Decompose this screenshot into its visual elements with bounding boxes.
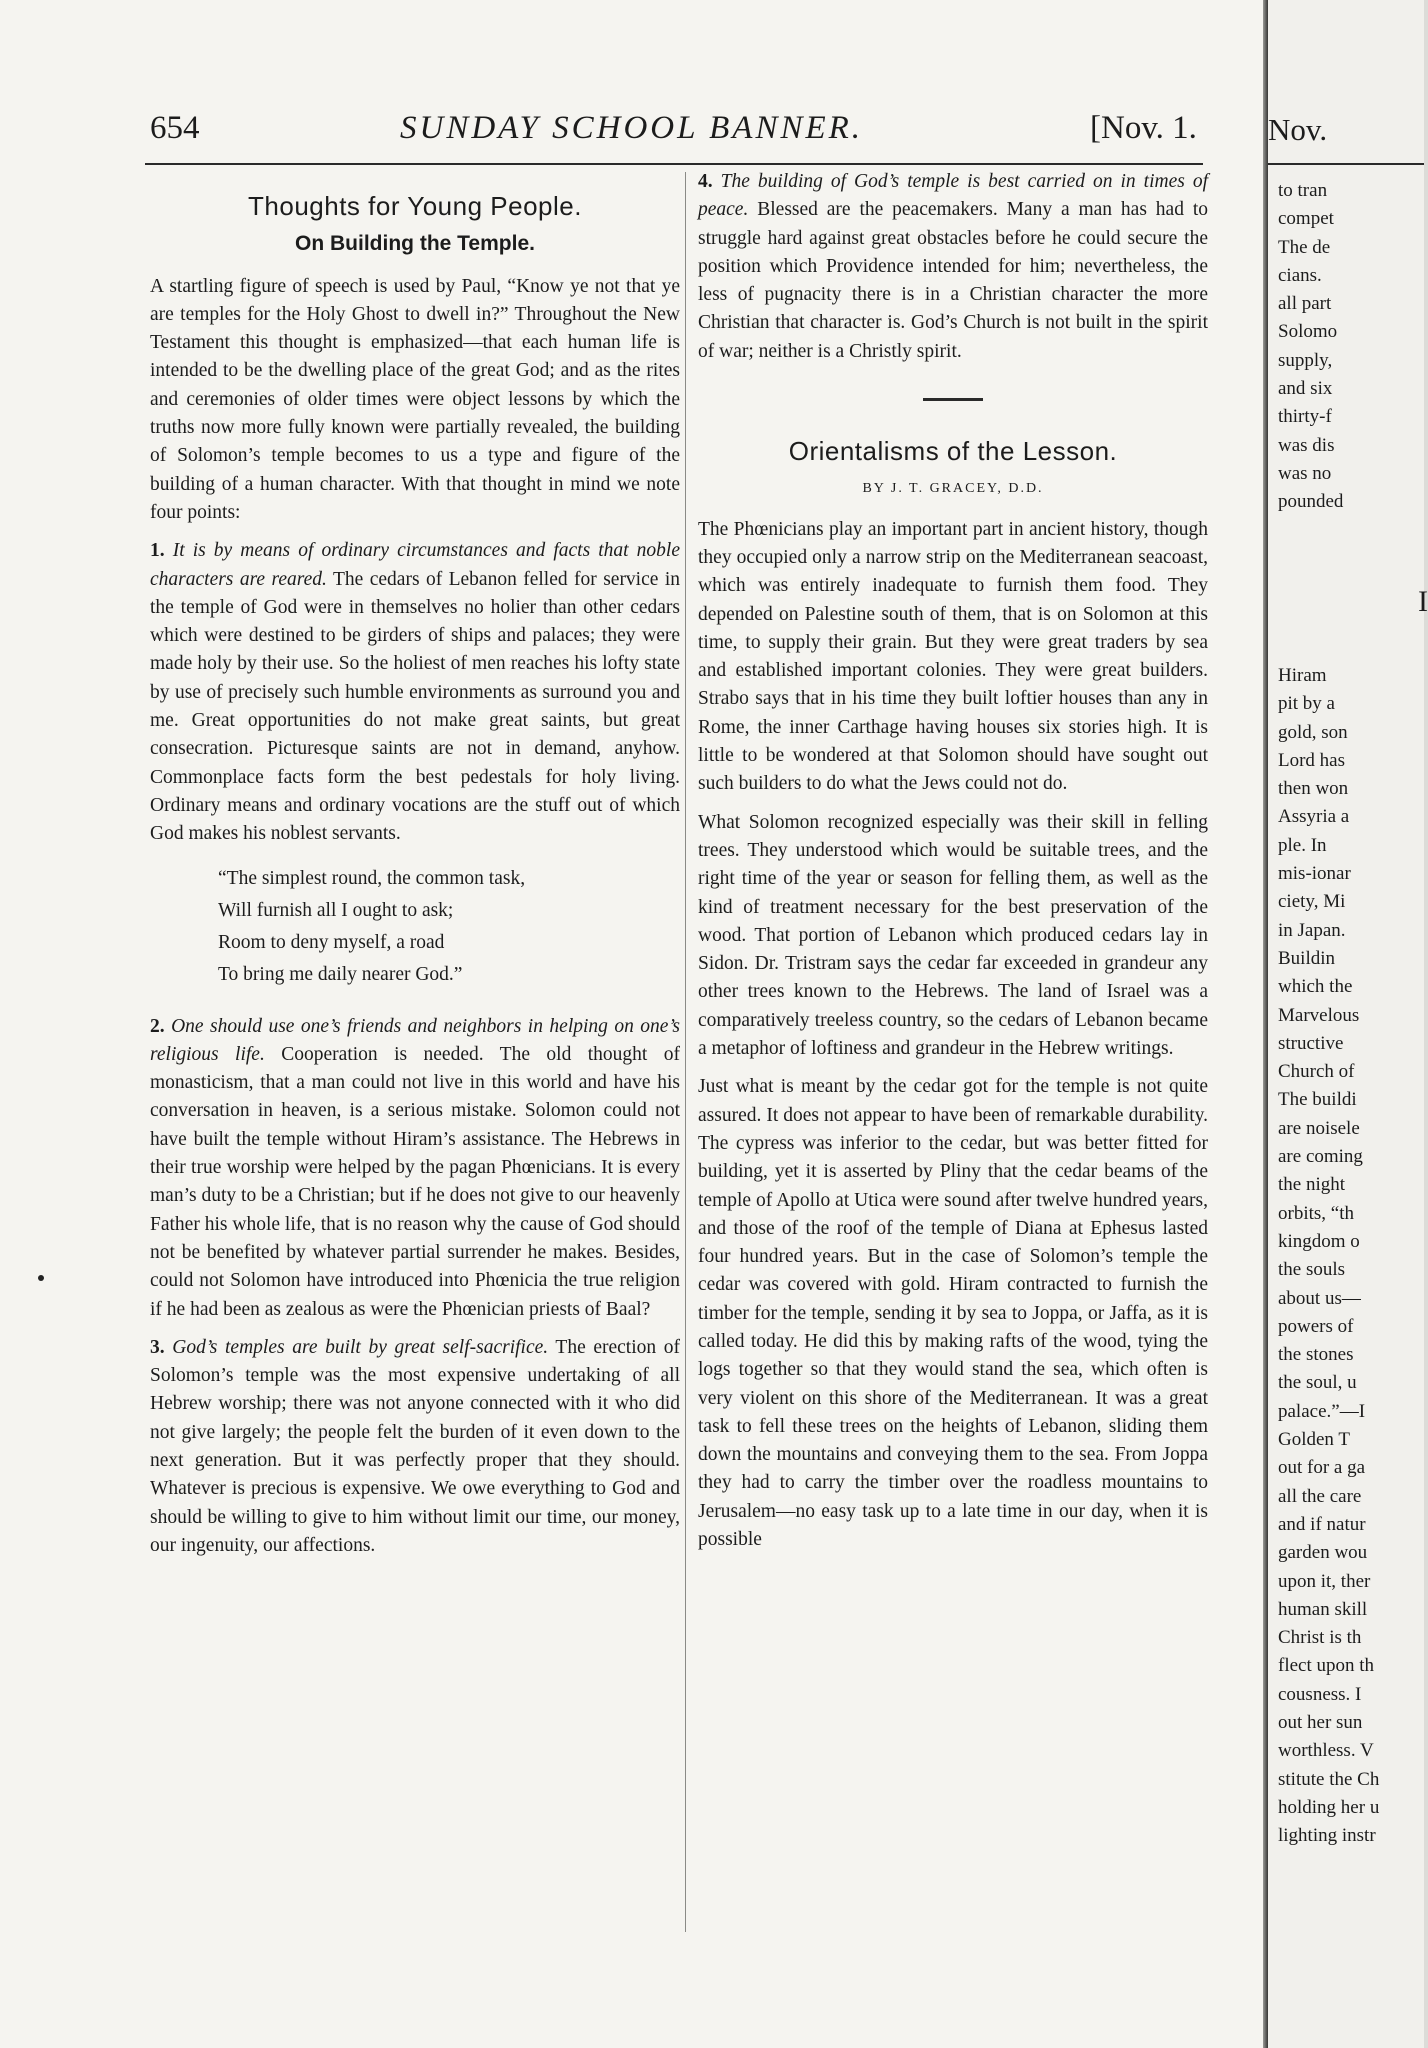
ink-speck [38,1275,44,1281]
poem-line: Room to deny myself, a road [218,931,445,953]
facing-page-header: Nov. [1268,112,1328,147]
facing-line: Christ is th [1278,1627,1362,1649]
facing-line: to tran [1278,180,1328,201]
point-number: 1. [150,540,165,562]
facing-line: Hiram [1278,665,1327,686]
poem-line: To bring me daily nearer God.” [218,963,463,985]
facing-line: stitute the Ch [1278,1768,1380,1790]
article-paragraph: What Solomon recognized especially was their skill in felling trees. They understood which would be suitable trees, and the right time of the year or season for felling them, as well as the kind of treatment necessary for the best preservation of the wood. That portion of Lebanon which produced cedars lay in Sidon. Dr. Tristram says the cedar far exceeded in grandeur any other trees known to the Hebrews. The land of Israel was a comparatively treeless country, so the cedars of Lebanon became a metaphor of loftiness and grandeur in the Hebrew writings. [698,811,1208,1060]
point-lead: God’s temples are built by great self-sacrifice. [172,1336,549,1358]
facing-line: The de [1278,236,1331,258]
point-number: 2. [150,1015,165,1037]
facing-line: was no [1278,462,1332,484]
facing-line: mis-ionar [1278,863,1351,885]
section-separator [923,398,983,401]
facing-line: flect upon th [1278,1655,1375,1677]
facing-heading-fragment: I [1418,585,1428,618]
facing-line: ciety, Mi [1278,891,1346,913]
facing-line: then won [1278,778,1349,800]
facing-line: orbits, “th [1278,1202,1354,1224]
point-2 [150,1013,680,1324]
facing-line: human skill [1278,1598,1368,1620]
facing-line: out her sun [1278,1711,1363,1733]
facing-line: The buildi [1278,1089,1357,1111]
point-lead: One should use one’s friends and neighbors in helping on one’s religious life. [150,1015,681,1065]
facing-text-bottom [1278,662,1379,1850]
facing-line: Golden T [1278,1429,1350,1451]
facing-line: are noisele [1278,1117,1360,1139]
article-paragraph: Just what is meant by the cedar got for the temple is not quite assured. It does not appear to have been of remarkable durability. The cypress was inferior to the cedar, but was better fitted for building, yet it is asserted by Pliny that the cedar beams of the temple of Apollo at Utica were sound after twelve hundred years, and those of the roof of the temple of Diana at Ephesus lasted four hundred years. But in the case of Solomon’s temple the cedar was covered with gold. Hiram contracted to furnish the timber for the temple, sending it by sea to Joppa, or Jaffa, as it is called today. He did this by making rafts of the wood, tying the logs together so that they would stand the sea, which often is very violent on this shore of the Mediterranean. It was a great task to fell these trees on the heights of Lebanon, sliding them down the mountains and conveying them to the sea. From Joppa they had to carry the timber over the roadless mountains to Jerusalem—no easy task up to a late time in our day, when it is possible [698,1076,1208,1551]
facing-line: which the [1278,976,1353,998]
facing-line: pit by a [1278,693,1335,715]
poem-line: Will furnish all I ought to ask; [218,899,454,921]
facing-line: are coming [1278,1146,1363,1168]
facing-line: kingdom o [1278,1230,1360,1252]
point-1 [150,537,680,848]
facing-line: cousness. I [1278,1683,1362,1705]
page-number: 654 [150,110,200,146]
header-rule [145,163,1203,165]
facing-line: garden wou [1278,1542,1368,1564]
poem-line: “The simplest round, the common task, [218,867,526,889]
facing-line: lighting instr [1278,1825,1376,1847]
point-4 [698,168,1208,366]
right-column [698,168,1208,1564]
facing-line: holding her u [1278,1796,1380,1818]
running-title: SUNDAY SCHOOL BANNER. [400,110,864,146]
facing-page [1268,0,1428,2048]
poem-quote [150,863,680,991]
intro-paragraph: A startling figure of speech is used by Paul, “Know ye not that ye are temples for the Holy Ghost to dwell in?” Throughout the New Testament this thought is emphasized—that each human life is intended to be the dwelling place of the great God; and as the rites and ceremonies of older times were object lessons by which the truths now more fully known were partially revealed, the building of Solomon’s temple becomes to us a type and figure of the building of a human character. With that thought in mind we note four points: [150,275,680,523]
facing-line: Buildin [1278,947,1336,969]
point-text: The erection of Solomon’s temple was the most expensive undertaking of all Hebrew worship; there was not anyone connected with it who did not give largely; the people felt the burden of it even down to the next generation. But it was perfectly proper that they should. Whatever is precious is expensive. We owe everything to God and should be willing to give to him without limit our time, our money, our ingenuity, our affections. [150,1336,680,1556]
facing-line: the soul, u [1278,1372,1357,1394]
facing-line: Lord has [1278,749,1346,771]
facing-line: pounded [1278,491,1344,513]
point-3 [150,1334,680,1560]
column-divider [685,172,686,1932]
issue-date: [Nov. 1. [1090,110,1197,146]
facing-line: cians. [1278,264,1322,286]
facing-line: Marvelous [1278,1004,1360,1026]
article-paragraph: The Phœnicians play an important part in ancient history, though they occupied only a narrow strip on the Mediterranean seacoast, which was entirely inadequate to furnish them food. They depended on Palestine south of them, that is on Solomon at this time, to supply their grain. But they were great traders by sea and established important colonies. They were great builders. Strabo says that in his time they built loftier houses than any in Rome, the inner Carthage having houses six stories high. It is little to be wondered at that Solomon should have sought out such builders to do what the Jews could not do. [698,518,1208,795]
facing-line: about us— [1278,1287,1361,1309]
facing-line: palace.”—I [1278,1400,1366,1422]
facing-line: compet [1278,208,1334,230]
facing-line: worthless. V [1278,1740,1374,1762]
point-text: Cooperation is needed. The old thought of monasticism, that a man could not live in this world and have his conversation in heaven, is a serious mistake. Solomon could not have built the temple without Hiram’s assistance. The Hebrews in their true worship were helped by the pagan Phœnicians. It is every man’s duty to be a Christian; but if he does not give to our heavenly Father his whole life, that is no reason why the cause of God should not be benefited by whatever partial surrender he makes. Besides, could not Solomon have introduced into Phœnicia the true religion if he had been as zealous as were the Phœnician priests of Baal? [150,1043,681,1320]
point-number: 4. [698,171,713,192]
facing-line: Assyria a [1278,806,1350,828]
point-lead: It is by means of ordinary circumstances and facts that noble characters are reared. [150,540,680,590]
facing-line: and six [1278,378,1333,400]
facing-line: all the care [1278,1485,1362,1507]
page-header [0,110,1265,170]
facing-line: upon it, ther [1278,1570,1371,1592]
left-column [150,168,680,1570]
section-subtitle: On Building the Temple. [295,232,535,256]
facing-line: the night [1278,1174,1346,1196]
facing-line: powers of [1278,1315,1354,1337]
facing-line: Church of [1278,1061,1355,1083]
facing-line: was dis [1278,434,1335,456]
section-title: Thoughts for Young People. [248,191,582,221]
point-text: Blessed are the peacemakers. Many a man has had to struggle hard against great obstacles before he could secure the position which Providence intended for him; nevertheless, the less of pugnacity there is in a Christian character the more Christian that character is. God’s Church is not built in the spirit of war; neither is a Christly spirit. [698,199,1209,362]
facing-text-top [1278,177,1343,517]
point-lead: The building of God’s temple is best carried on in times of peace. [698,171,1208,221]
facing-line: all part [1278,293,1332,315]
facing-line: supply, [1278,349,1333,371]
facing-line: out for a ga [1278,1457,1366,1479]
facing-line: ple. In [1278,834,1327,856]
point-number: 3. [150,1336,165,1358]
facing-line: structive [1278,1032,1344,1054]
point-text: The cedars of Lebanon felled for service in the temple of God were in themselves no holier than other cedars which were destined to be girders of ships and palaces; they were made holy by their use. So the holiest of men reaches his lofty state by use of precisely such humble environments as surround you and me. Great opportunities do not make great saints, but great consecration. Picturesque saints are not in demand, anyhow. Commonplace facts form the best pedestals for holy living. Ordinary means and ordinary vocations are the stuff out of which God makes his noblest servants. [150,568,680,845]
facing-line: the souls [1278,1259,1346,1281]
facing-header-rule [1268,163,1424,165]
facing-line: the stones [1278,1344,1354,1366]
facing-line: Solomo [1278,321,1338,343]
facing-line: gold, son [1278,721,1348,743]
section-title: Orientalisms of the Lesson. [788,436,1118,467]
facing-line: and if natur [1278,1513,1366,1535]
byline: BY J. T. GRACEY, D.D. [862,481,1044,497]
facing-line: thirty-f [1278,406,1332,428]
facing-line: in Japan. [1278,919,1346,941]
